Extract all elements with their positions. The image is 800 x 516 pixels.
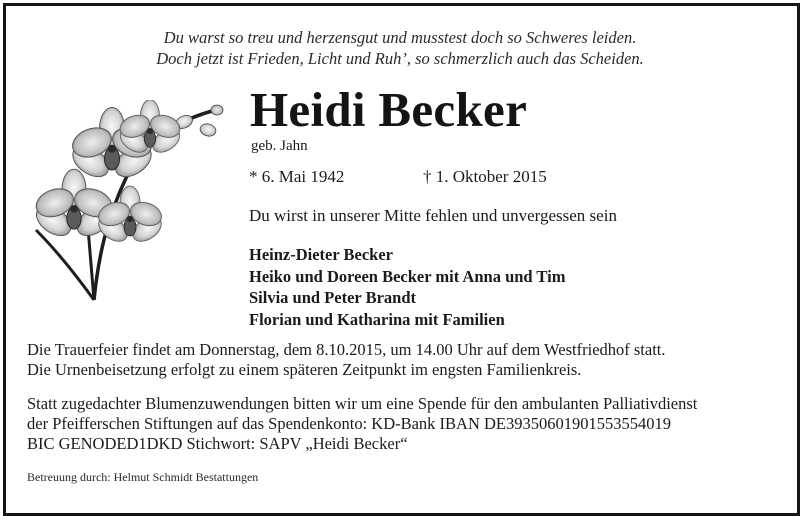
- orchid-flower-icon: [28, 100, 238, 305]
- undertaker-credit: Betreuung durch: Helmut Schmidt Bestattungen: [27, 470, 259, 484]
- verse-line-2: Doch jetzt ist Frieden, Licht und Ruh’, so schmerzlich auch das Scheiden.: [156, 49, 644, 68]
- memorial-line: Du wirst in unserer Mitte fehlen und unvergessen sein: [249, 206, 617, 225]
- mourner-item: Heiko und Doreen Becker mit Anna und Tim: [249, 266, 566, 286]
- service-text-line-1: Die Trauerfeier findet am Donnerstag, dem 8.10.2015, um 14.00 Uhr auf dem Westfriedhof statt.: [27, 340, 666, 359]
- mourner-item: Florian und Katharina mit Familien: [249, 310, 505, 330]
- deceased-name: Heidi Becker: [250, 82, 528, 137]
- donation-text-line-1: Statt zugedachter Blumenzuwendungen bitten wir um eine Spende für den ambulanten Palliativdienst: [27, 394, 698, 413]
- donation-text-line-2: der Pfeifferschen Stiftungen auf das Spendenkonto: KD-Bank IBAN DE39350601901553554019: [27, 414, 672, 433]
- maiden-name: geb. Jahn: [251, 138, 308, 154]
- verse-line-1: Du warst so treu und herzensgut und musstest doch so Schweres leiden.: [163, 28, 637, 47]
- mourner-list: [249, 244, 565, 331]
- mourner-item: Silvia und Peter Brandt: [249, 288, 417, 308]
- mourner-item: Heinz-Dieter Becker: [249, 245, 394, 264]
- death-date: † 1. Oktober 2015: [423, 167, 547, 186]
- birth-date: * 6. Mai 1942: [249, 167, 345, 186]
- donation-text-line-3: BIC GENODED1DKD Stichwort: SAPV „Heidi Becker“: [27, 434, 408, 453]
- service-text-line-2: Die Urnenbeisetzung erfolgt zu einem späteren Zeitpunkt im engsten Familienkreis.: [27, 360, 582, 379]
